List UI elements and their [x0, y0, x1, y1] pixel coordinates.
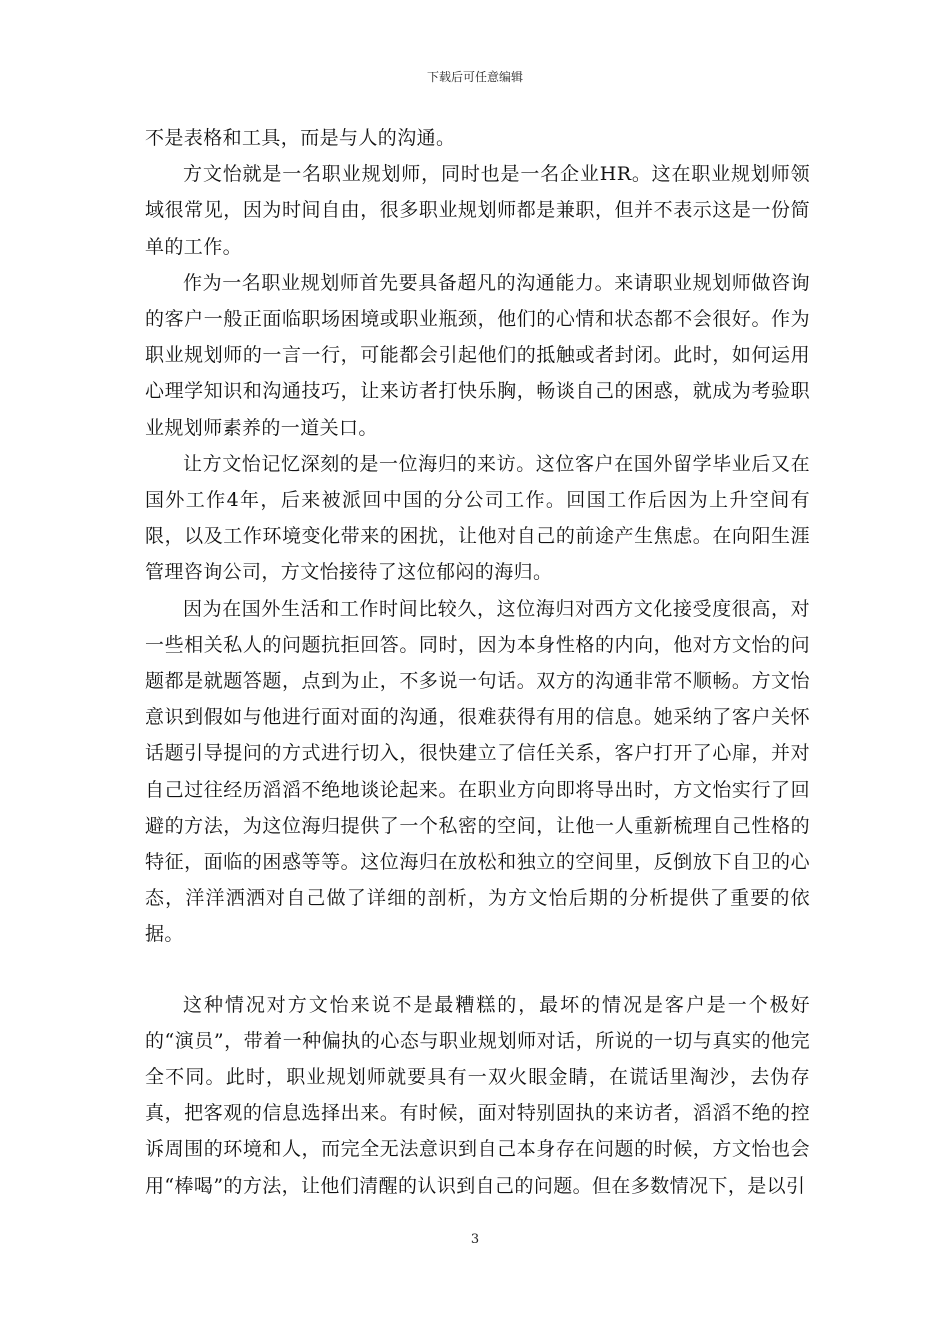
- page-header: 下载后可任意编辑: [426, 70, 523, 84]
- document-body: [145, 120, 810, 1204]
- paragraph-5: 因为在国外生活和工作时间比较久，这位海归对西方文化接受度很高，对一些相关私人的问题抗拒回答。同时，因为本身性格的内向，他对方文怡的问题都是就题答题，点到为止，不多说一句话。双方的沟通非常不顺畅。方文怡意识到假如与他进行面对面的沟通，很难获得有用的信息。她采纳了客户关怀话题引导提问的方式进行切入，很快建立了信任关系，客户打开了心扉，并对自己过往经历滔滔不绝地谈论起来。在职业方向即将导出时，方文怡实行了回避的方法，为这位海归提供了一个私密的空间，让他一人重新梳理自己性格的特征，面临的困惑等等。这位海归在放松和独立的空间里，反倒放下自卫的心态，洋洋洒洒对自己做了详细的剖析，为方文怡后期的分析提供了重要的依据。: [145, 597, 810, 946]
- paragraph-3: 作为一名职业规划师首先要具备超凡的沟通能力。来请职业规划师做咨询的客户一般正面临职场困境或职业瓶颈，他们的心情和状态都不会很好。作为职业规划师的一言一行，可能都会引起他们的抵触或者封闭。此时，如何运用心理学知识和沟通技巧，让来访者打快乐胸，畅谈自己的困惑，就成为考验职业规划师素养的一道关口。: [145, 271, 810, 439]
- page-number: 3: [470, 1232, 480, 1247]
- paragraph-1: 不是表格和工具，而是与人的沟通。: [145, 127, 456, 149]
- paragraph-4: 让方文怡记忆深刻的是一位海归的来访。这位客户在国外留学毕业后又在国外工作4年，后来被派回中国的分公司工作。回国工作后因为上升空间有限，以及工作环境变化带来的困扰，让他对自己的前途产生焦虑。在向阳生涯管理咨询公司，方文怡接待了这位郁闷的海归。: [145, 452, 810, 584]
- paragraph-2: 方文怡就是一名职业规划师，同时也是一名企业HR。这在职业规划师领域很常见，因为时间自由，很多职业规划师都是兼职，但并不表示这是一份简单的工作。: [145, 163, 810, 258]
- paragraph-gap: [145, 953, 810, 987]
- paragraph-6: 这种情况对方文怡来说不是最糟糕的，最坏的情况是客户是一个极好的“演员”，带着一种偏执的心态与职业规划师对话，所说的一切与真实的他完全不同。此时，职业规划师就要具有一双火眼金睛，在谎话里淘沙，去伪存真，把客观的信息选择出来。有时候，面对特别固执的来访者，滔滔不绝的控诉周围的环境和人，而完全无法意识到自己本身存在问题的时候，方文怡也会用“棒喝”的方法，让他们清醒的认识到自己的问题。但在多数情况下，是以引: [145, 993, 810, 1197]
